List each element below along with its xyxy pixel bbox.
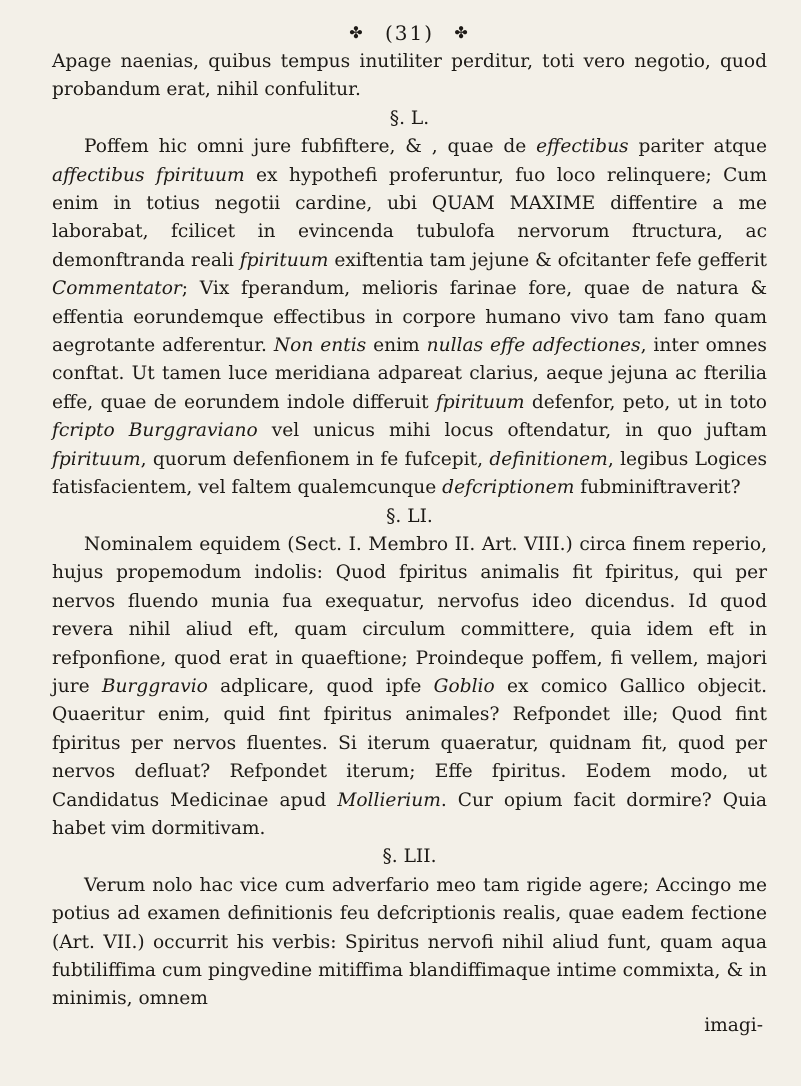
text-run: adplicare, quod ipfe	[207, 675, 434, 697]
italic-run: Burggravio	[101, 675, 208, 697]
text-run: Nominalem equidem (Sect. I. Membro II. Art. VIII.) circa finem reperio, hujus propemodum indolis: Quod fpiritus animalis fit fpiritus, qui per nervos fluendo munia fua exequatur, nervofus ideo dicendus. Id quod revera nihil aliud eft, quam circulum committere, quia idem eft in refponfione, quod erat in quaeftione; Proindeque poffem, fi vellem, majori jure	[52, 533, 767, 697]
text-run: Apage naenias, quibus tempus inutiliter perditur, toti vero negotio, quod probandum erat, nihil confulitur.	[52, 51, 767, 101]
italic-run: effectibus	[536, 136, 629, 158]
paragraph	[52, 872, 767, 1014]
text-run: ex hypothefi proferuntur, fuo loco relinquere; Cum enim in totius negotii cardine, ubi QUAM MAXIME diffentire a me laborabat, fcilicet in evincenda tubulofa nervorum ftructura, ac demonftranda reali	[52, 164, 768, 271]
italic-run: Non entis	[273, 335, 367, 357]
italic-run: nullas effe adfectiones	[426, 335, 641, 357]
paragraph	[52, 531, 767, 843]
italic-run: fpirituum	[239, 249, 329, 271]
page-header	[52, 20, 767, 48]
italic-run: Goblio	[433, 675, 495, 697]
text-run: , quorum defenfionem in fe fufcepit,	[140, 448, 490, 470]
ornament-right-icon: ✤	[454, 23, 470, 42]
italic-run: defcriptionem	[442, 477, 575, 499]
text-run: pariter atque	[628, 136, 767, 158]
page-number: (31)	[384, 21, 435, 45]
text-run: ex comico Gallico objecit. Quaeritur enim, quid fint fpiritus animales? Refpondet ille; Quod fint fpiritus per nervos fluentes. Si iterum quaeratur, quidnam fit, quod per nervos defluat? Refpondet iterum; Effe fpiritus. Eodem modo, ut Candidatus Medicinae apud	[52, 675, 767, 811]
text-run: Poffem hic omni jure fubfiftere, & , quae de	[84, 136, 537, 158]
italic-run: Mollierium	[337, 789, 441, 811]
paragraph	[52, 48, 767, 105]
italic-run: fpirituum	[52, 448, 141, 470]
text-run: ; Vix fperandum, melioris farinae fore, quae de natura & effentia eorundemque effectibus in corpore humano vivo tam fano quam aegrotante adferentur.	[52, 278, 767, 357]
italic-run: fcripto Burggraviano	[52, 420, 258, 442]
section-heading: §. LII.	[382, 846, 437, 868]
body-text	[52, 48, 767, 1014]
italic-run: definitionem	[489, 448, 608, 470]
italic-run: Commentator	[52, 278, 182, 300]
paragraph	[52, 133, 767, 502]
section-heading: §. L.	[389, 107, 430, 129]
text-run: vel unicus mihi locus oftendatur, in quo juftam	[257, 420, 767, 442]
italic-run: fpirituum	[435, 391, 525, 413]
text-run: , legibus Logices fatisfacientem, vel faltem qualemcunque	[52, 448, 768, 499]
text-run: , inter omnes conftat. Ut tamen luce meridiana adpareat clarius, aeque jejuna ac fterilia effe, quae de eorundem indole differuit	[52, 335, 767, 413]
text-run: defenfor, peto, ut in toto	[524, 391, 767, 413]
italic-run: affectibus fpirituum	[52, 164, 245, 186]
catchword: imagi-	[704, 1014, 763, 1036]
section-heading: §. LI.	[386, 505, 433, 527]
text-run: enim	[366, 335, 427, 357]
text-run: . Cur opium facit dormire? Quia habet vim dormitivam.	[52, 789, 767, 839]
text-run: exiftentia tam jejune & ofcitanter fefe gefferit	[328, 249, 767, 271]
text-run: Verum nolo hac vice cum adverfario meo tam rigide agere; Accingo me potius ad examen definitionis feu defcriptionis realis, quae eadem fectione (Art. VII.) occurrit his verbis: Spiritus nervofi nihil aliud funt, quam aqua fubtiliffima cum pingvedine mitiffima blandiffimaque intime commixta, & in minimis, omnem	[52, 874, 767, 1010]
text-run: fubminiftraverit?	[574, 477, 741, 499]
ornament-left-icon: ✤	[349, 23, 365, 42]
